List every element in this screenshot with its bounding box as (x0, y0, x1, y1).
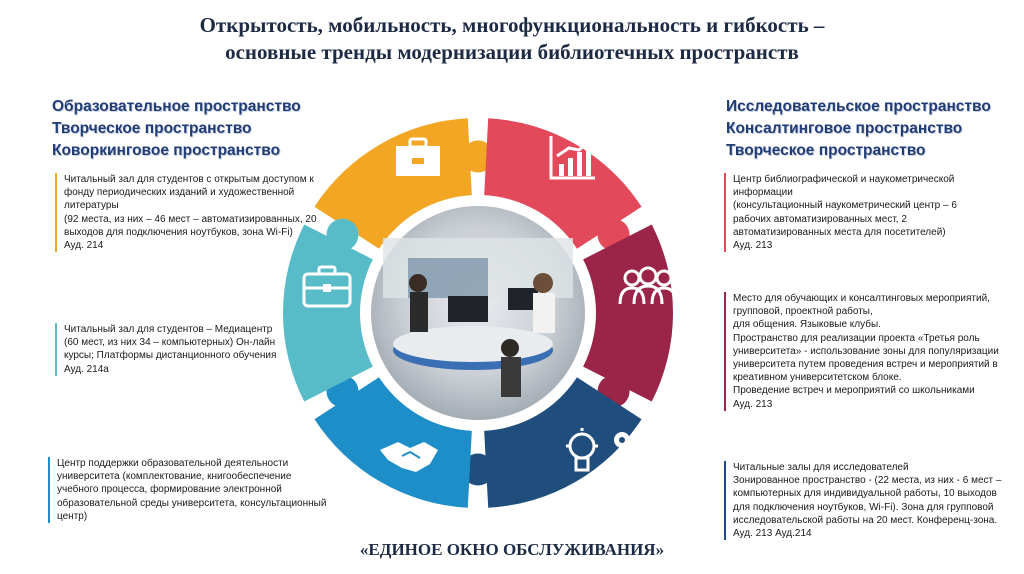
puzzle-knob (326, 219, 358, 251)
note-text: Место для обучающих и консалтинговых мероприятий, групповой, проектной работы, (733, 293, 990, 318)
puzzle-segment (583, 224, 673, 401)
heading-creative-space-right: Творческое пространство (726, 142, 926, 159)
note-text: (консультационный наукометрический центр – 6 рабочих автоматизированных мест, 2 автоматизированных места для посетителей) (733, 200, 957, 238)
note-text: Пространство для реализации проекта «Третья роль университета» - использование зоны для популяризации университета путем проведения встреч и мероприятий в креативном университетском блоке. (733, 332, 999, 384)
note-media-center (55, 323, 304, 376)
note-text: Центр поддержки образовательной деятельности университета (комплектование, книгообеспечение учебного процесса, формирование электронной образовательной среды университета, консультационный центр) (57, 458, 327, 522)
note-text: Читальные залы для исследователей (733, 462, 909, 473)
title-line-1: Открытость, мобильность, многофункциональность и гибкость – (199, 13, 825, 37)
heading-research-space: Исследовательское пространство (726, 98, 991, 115)
note-events-space (724, 292, 1023, 411)
note-researcher-halls (724, 461, 1013, 540)
note-text: Читальный зал для студентов с открытым доступом к фонду периодических изданий и художественной литературы (64, 174, 314, 212)
footer-caption: «ЕДИНОЕ ОКНО ОБСЛУЖИВАНИЯ» (359, 540, 665, 559)
heading-educational-space: Образовательное пространство (52, 98, 301, 115)
heading-creative-space: Творческое пространство (52, 120, 252, 137)
note-text: Ауд. 213 (733, 240, 773, 252)
puzzle-wheel (268, 88, 728, 548)
puzzle-segment (283, 224, 373, 401)
note-bibliographic-center (724, 173, 981, 252)
note-text: (92 места, из них – 46 мест – автоматизированных, 20 выходов для подключения ноутбуков, зона Wi-Fi) (64, 213, 317, 238)
note-text: для общения. Языковые клубы. (733, 319, 881, 331)
note-text: Ауд. 214 (64, 240, 104, 252)
title-line-2: основные тренды модернизации библиотечных пространств (225, 40, 799, 64)
library-room-photo (371, 206, 585, 420)
note-text: Ауд. 213 (733, 398, 773, 410)
note-text: Читальный зал для студентов – Медиацентр (64, 324, 273, 335)
note-text: Центр библиографической и наукометрической информации (733, 174, 955, 199)
page-title (0, 12, 1024, 66)
heading-coworking-space: Коворкинговое пространство (52, 142, 281, 159)
note-text: Ауд. 214а (64, 363, 109, 375)
note-text: Проведение встреч и мероприятий со школьниками (733, 385, 975, 397)
note-text: (60 мест, из них 34 – компьютерных) Он-лайн курсы; Платформы дистанционного обучения (64, 337, 277, 362)
note-text: Ауд. 213 Ауд.214 (733, 528, 812, 540)
note-text: Зонированное пространство - (22 места, из них - 6 мест – компьютерных для индивидуальной работы, 10 выходов для подключения ноутбуков, Wi-Fi). Зона для групповой исследовательской работы на 20 мест. Конференц-зона. (733, 475, 1002, 526)
heading-consulting-space: Консалтинговое пространство (726, 120, 963, 137)
right-space-headings (726, 96, 991, 162)
left-space-headings (52, 96, 301, 162)
